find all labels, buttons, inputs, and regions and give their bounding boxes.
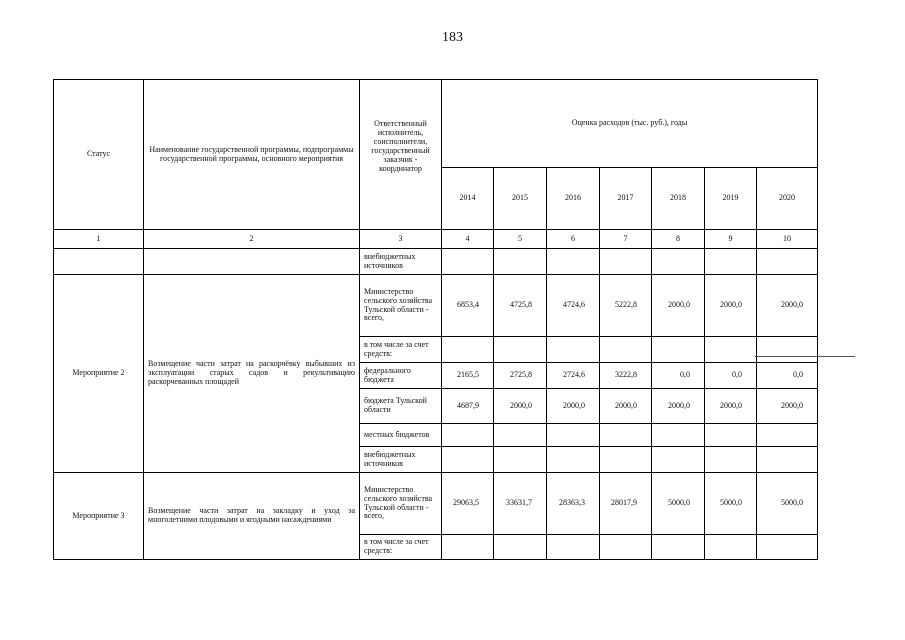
value-cell: 4725,8 bbox=[494, 275, 547, 337]
m2-status: Мероприятие 2 bbox=[54, 275, 144, 473]
header-costs: Оценка расходов (тыс. руб.), годы bbox=[442, 80, 818, 168]
value-cell bbox=[652, 447, 705, 473]
value-cell bbox=[494, 535, 547, 560]
value-cell bbox=[705, 535, 757, 560]
value-cell: 28363,3 bbox=[547, 473, 600, 535]
value-cell bbox=[600, 337, 652, 363]
column-number: 9 bbox=[705, 230, 757, 249]
empty-cell bbox=[144, 249, 360, 275]
year-header: 2018 bbox=[652, 168, 705, 230]
value-cell bbox=[494, 424, 547, 447]
value-cell bbox=[547, 337, 600, 363]
m2-row-total bbox=[54, 275, 818, 337]
value-cell bbox=[442, 249, 494, 275]
column-number: 4 bbox=[442, 230, 494, 249]
value-cell bbox=[600, 249, 652, 275]
column-number: 2 bbox=[144, 230, 360, 249]
value-cell bbox=[757, 424, 818, 447]
value-cell bbox=[705, 447, 757, 473]
year-header: 2017 bbox=[600, 168, 652, 230]
value-cell bbox=[705, 337, 757, 363]
value-cell: 2000,0 bbox=[705, 389, 757, 424]
value-cell: 5000,0 bbox=[757, 473, 818, 535]
value-cell bbox=[652, 337, 705, 363]
value-cell: 4724,6 bbox=[547, 275, 600, 337]
continued-row bbox=[54, 249, 818, 275]
value-cell bbox=[494, 447, 547, 473]
value-cell: 2000,0 bbox=[757, 275, 818, 337]
value-cell: 2000,0 bbox=[494, 389, 547, 424]
page-number: 183 bbox=[442, 30, 463, 45]
value-cell: 0,0 bbox=[652, 363, 705, 389]
value-cell: 2000,0 bbox=[600, 389, 652, 424]
empty-cell bbox=[54, 249, 144, 275]
value-cell: 2000,0 bbox=[652, 275, 705, 337]
value-cell bbox=[442, 337, 494, 363]
column-number: 3 bbox=[360, 230, 442, 249]
value-cell bbox=[442, 535, 494, 560]
value-cell: 2165,5 bbox=[442, 363, 494, 389]
value-cell bbox=[757, 337, 818, 363]
header-name: Наименование государственной программы, подпрограммы государственной программы, основного мероприятия bbox=[144, 80, 360, 230]
column-number-row bbox=[54, 230, 818, 249]
value-cell bbox=[600, 535, 652, 560]
value-cell: 2725,8 bbox=[494, 363, 547, 389]
value-cell: 2724,6 bbox=[547, 363, 600, 389]
column-number: 10 bbox=[757, 230, 818, 249]
value-cell: 2000,0 bbox=[652, 389, 705, 424]
value-cell bbox=[442, 424, 494, 447]
executor-cell: местных бюджетов bbox=[360, 424, 442, 447]
value-cell bbox=[705, 249, 757, 275]
value-cell: 0,0 bbox=[757, 363, 818, 389]
executor-cell: в том числе за счет средств: bbox=[360, 535, 442, 560]
value-cell: 5000,0 bbox=[652, 473, 705, 535]
header-executor: Ответственный исполнитель, соисполнители, государственный заказчик - координатор bbox=[360, 80, 442, 230]
year-header: 2014 bbox=[442, 168, 494, 230]
value-cell: 33631,7 bbox=[494, 473, 547, 535]
value-cell bbox=[757, 535, 818, 560]
column-number: 5 bbox=[494, 230, 547, 249]
value-cell bbox=[600, 447, 652, 473]
value-cell bbox=[547, 249, 600, 275]
column-number: 7 bbox=[600, 230, 652, 249]
value-cell: 3222,8 bbox=[600, 363, 652, 389]
year-header: 2015 bbox=[494, 168, 547, 230]
value-cell: 4687,9 bbox=[442, 389, 494, 424]
value-cell: 2000,0 bbox=[705, 275, 757, 337]
year-header: 2020 bbox=[757, 168, 818, 230]
executor-cell: внебюджетных источников bbox=[360, 447, 442, 473]
executor-cell: внебюджетных источников bbox=[360, 249, 442, 275]
expenditure-table bbox=[53, 79, 818, 560]
value-cell bbox=[547, 424, 600, 447]
value-cell bbox=[652, 249, 705, 275]
value-cell bbox=[494, 337, 547, 363]
value-cell bbox=[757, 447, 818, 473]
value-cell bbox=[547, 535, 600, 560]
year-header: 2016 bbox=[547, 168, 600, 230]
column-number: 8 bbox=[652, 230, 705, 249]
value-cell: 28017,9 bbox=[600, 473, 652, 535]
value-cell bbox=[600, 424, 652, 447]
value-cell: 2000,0 bbox=[757, 389, 818, 424]
m3-name: Возмещение части затрат на закладку и уход за многолетними плодовыми и ягодными насаждениями bbox=[144, 473, 360, 560]
m2-name: Возмещение части затрат на раскорчёвку выбывших из эксплуатации старых садов и рекультивацию раскорчеванных площадей bbox=[144, 275, 360, 473]
executor-cell: Министерство сельского хозяйства Тульской области - всего, bbox=[360, 275, 442, 337]
m3-row-total bbox=[54, 473, 818, 535]
column-number: 1 bbox=[54, 230, 144, 249]
value-cell: 6853,4 bbox=[442, 275, 494, 337]
value-cell: 29063,5 bbox=[442, 473, 494, 535]
value-cell bbox=[652, 424, 705, 447]
value-cell: 0,0 bbox=[705, 363, 757, 389]
value-cell bbox=[757, 249, 818, 275]
value-cell: 2000,0 bbox=[547, 389, 600, 424]
value-cell bbox=[652, 535, 705, 560]
executor-cell: в том числе за счет средств: bbox=[360, 337, 442, 363]
header-row-top bbox=[54, 80, 818, 168]
header-status: Статус bbox=[54, 80, 144, 230]
year-header: 2019 bbox=[705, 168, 757, 230]
value-cell bbox=[547, 447, 600, 473]
executor-cell: бюджета Тульской области bbox=[360, 389, 442, 424]
value-cell: 5222,8 bbox=[600, 275, 652, 337]
value-cell bbox=[494, 249, 547, 275]
executor-cell: Министерство сельского хозяйства Тульской области - всего, bbox=[360, 473, 442, 535]
m3-status: Мероприятие 3 bbox=[54, 473, 144, 560]
value-cell: 5000,0 bbox=[705, 473, 757, 535]
stray-scan-line bbox=[755, 356, 855, 357]
value-cell bbox=[705, 424, 757, 447]
column-number: 6 bbox=[547, 230, 600, 249]
executor-cell: федерального бюджета bbox=[360, 363, 442, 389]
value-cell bbox=[442, 447, 494, 473]
